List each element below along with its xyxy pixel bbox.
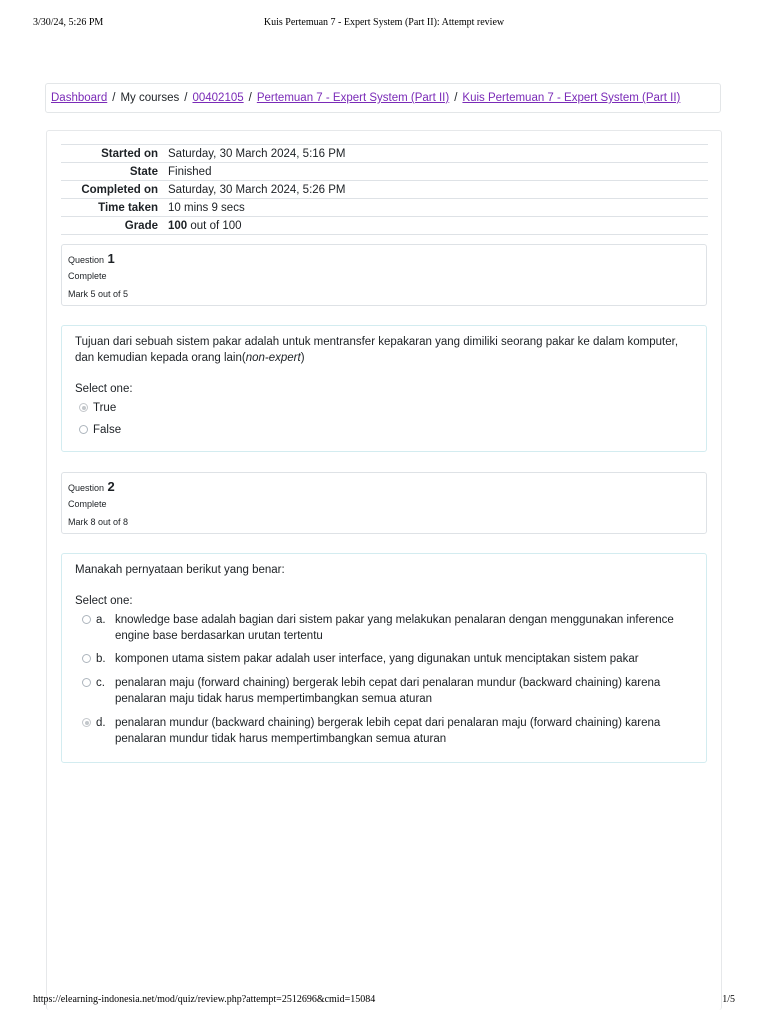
radio-button[interactable]: [82, 654, 91, 663]
breadcrumb-separator: /: [454, 92, 458, 104]
summary-row-time-taken: [61, 199, 708, 217]
radio-button[interactable]: [79, 425, 88, 434]
breadcrumb-separator: /: [248, 92, 252, 104]
question-mark: Mark 5 out of 5: [68, 289, 129, 299]
answer-option-d[interactable]: [82, 715, 693, 747]
question-state: Complete: [68, 499, 107, 509]
answer-option-b[interactable]: [82, 651, 693, 667]
summary-row-completed-on: [61, 181, 708, 199]
question-content-2: [61, 553, 707, 763]
question-info-2: [61, 472, 707, 534]
radio-button-checked[interactable]: [82, 718, 91, 727]
answer-option-letter: c.: [96, 677, 105, 689]
question-prefix: Question: [68, 255, 105, 265]
print-datetime: 3/30/24, 5:26 PM: [33, 17, 104, 28]
summary-label: Time taken: [98, 201, 158, 214]
breadcrumb-my-courses: My courses: [120, 92, 180, 104]
question-number: [68, 251, 706, 266]
grade-suffix: out of 100: [190, 219, 242, 232]
question-number-value: 1: [107, 251, 115, 266]
answer-option-c[interactable]: [82, 675, 693, 707]
question-text: [75, 334, 693, 366]
question-text: Manakah pernyataan berikut yang benar:: [75, 564, 285, 576]
print-header: [0, 17, 768, 31]
select-one-prompt: Select one:: [75, 383, 133, 395]
summary-value: 10 mins 9 secs: [168, 201, 245, 214]
summary-row-grade: [61, 217, 708, 235]
summary-row-started-on: [61, 145, 708, 163]
question-number: [68, 479, 706, 494]
question-prefix: Question: [68, 483, 105, 493]
summary-label: Grade: [124, 219, 158, 232]
answer-option-a[interactable]: [82, 612, 693, 644]
breadcrumb-separator: /: [112, 92, 116, 104]
question-text-end: ): [300, 352, 305, 364]
answer-option-letter: a.: [96, 614, 106, 626]
summary-label: State: [129, 165, 158, 178]
radio-button[interactable]: [82, 678, 91, 687]
radio-button[interactable]: [82, 615, 91, 624]
print-url: https://elearning-indonesia.net/mod/quiz/review.php?attempt=2512696&cmid=15084: [33, 994, 376, 1005]
print-footer: [0, 994, 768, 1008]
breadcrumb: [45, 83, 721, 113]
summary-value: Saturday, 30 March 2024, 5:16 PM: [168, 147, 346, 160]
summary-value: Finished: [168, 165, 212, 178]
question-text-main: Tujuan dari sebuah sistem pakar adalah untuk mentransfer kepakaran yang dimiliki seorang pakar ke dalam komputer, dan kemudian kepada orang lain(: [75, 336, 679, 364]
breadcrumb-dashboard[interactable]: Dashboard: [51, 92, 108, 104]
breadcrumb-section[interactable]: Pertemuan 7 - Expert System (Part II): [256, 92, 450, 104]
summary-label: Started on: [101, 147, 158, 160]
question-text-emphasis: non-expert: [245, 352, 301, 364]
print-page-number: 1/5: [722, 994, 735, 1005]
answer-option-label: penalaran mundur (backward chaining) bergerak lebih cepat dari penalaran maju (forward chaining) karena penalaran mundur tidak harus mempertimbangkan semua aturan: [115, 717, 661, 745]
select-one-prompt: Select one:: [75, 595, 133, 607]
question-content-1: [61, 325, 707, 452]
summary-label: Completed on: [81, 183, 158, 196]
breadcrumb-separator: /: [184, 92, 188, 104]
print-page-title: Kuis Pertemuan 7 - Expert System (Part II): Attempt review: [263, 17, 505, 28]
question-state: Complete: [68, 271, 107, 281]
answer-option-label: komponen utama sistem pakar adalah user interface, yang digunakan untuk menciptakan sistem pakar: [115, 653, 639, 665]
answer-option-false[interactable]: [79, 422, 693, 438]
breadcrumb-course-code[interactable]: 00402105: [192, 92, 244, 104]
answer-option-label: penalaran maju (forward chaining) bergerak lebih cepat dari penalaran mundur (backward chaining) karena penalaran maju tidak harus mempertimbangkan semua aturan: [115, 677, 661, 705]
summary-value: [168, 220, 708, 232]
question-mark: Mark 8 out of 8: [68, 517, 129, 527]
answer-option-letter: b.: [96, 653, 106, 665]
question-info-1: [61, 244, 707, 306]
answer-option-label: False: [93, 424, 122, 436]
attempt-summary-table: [61, 144, 708, 235]
question-number-value: 2: [107, 479, 115, 494]
answer-option-label: True: [93, 402, 117, 414]
summary-value: Saturday, 30 March 2024, 5:26 PM: [168, 183, 346, 196]
radio-button-checked[interactable]: [79, 403, 88, 412]
answer-option-letter: d.: [96, 717, 106, 729]
grade-score: 100: [168, 219, 188, 232]
answer-option-true[interactable]: [79, 400, 693, 416]
summary-row-state: [61, 163, 708, 181]
breadcrumb-quiz[interactable]: Kuis Pertemuan 7 - Expert System (Part II): [462, 92, 681, 104]
answer-option-label: knowledge base adalah bagian dari sistem pakar yang melakukan penalaran dengan menggunakan inference engine base berdasarkan urutan tertentu: [115, 614, 674, 642]
